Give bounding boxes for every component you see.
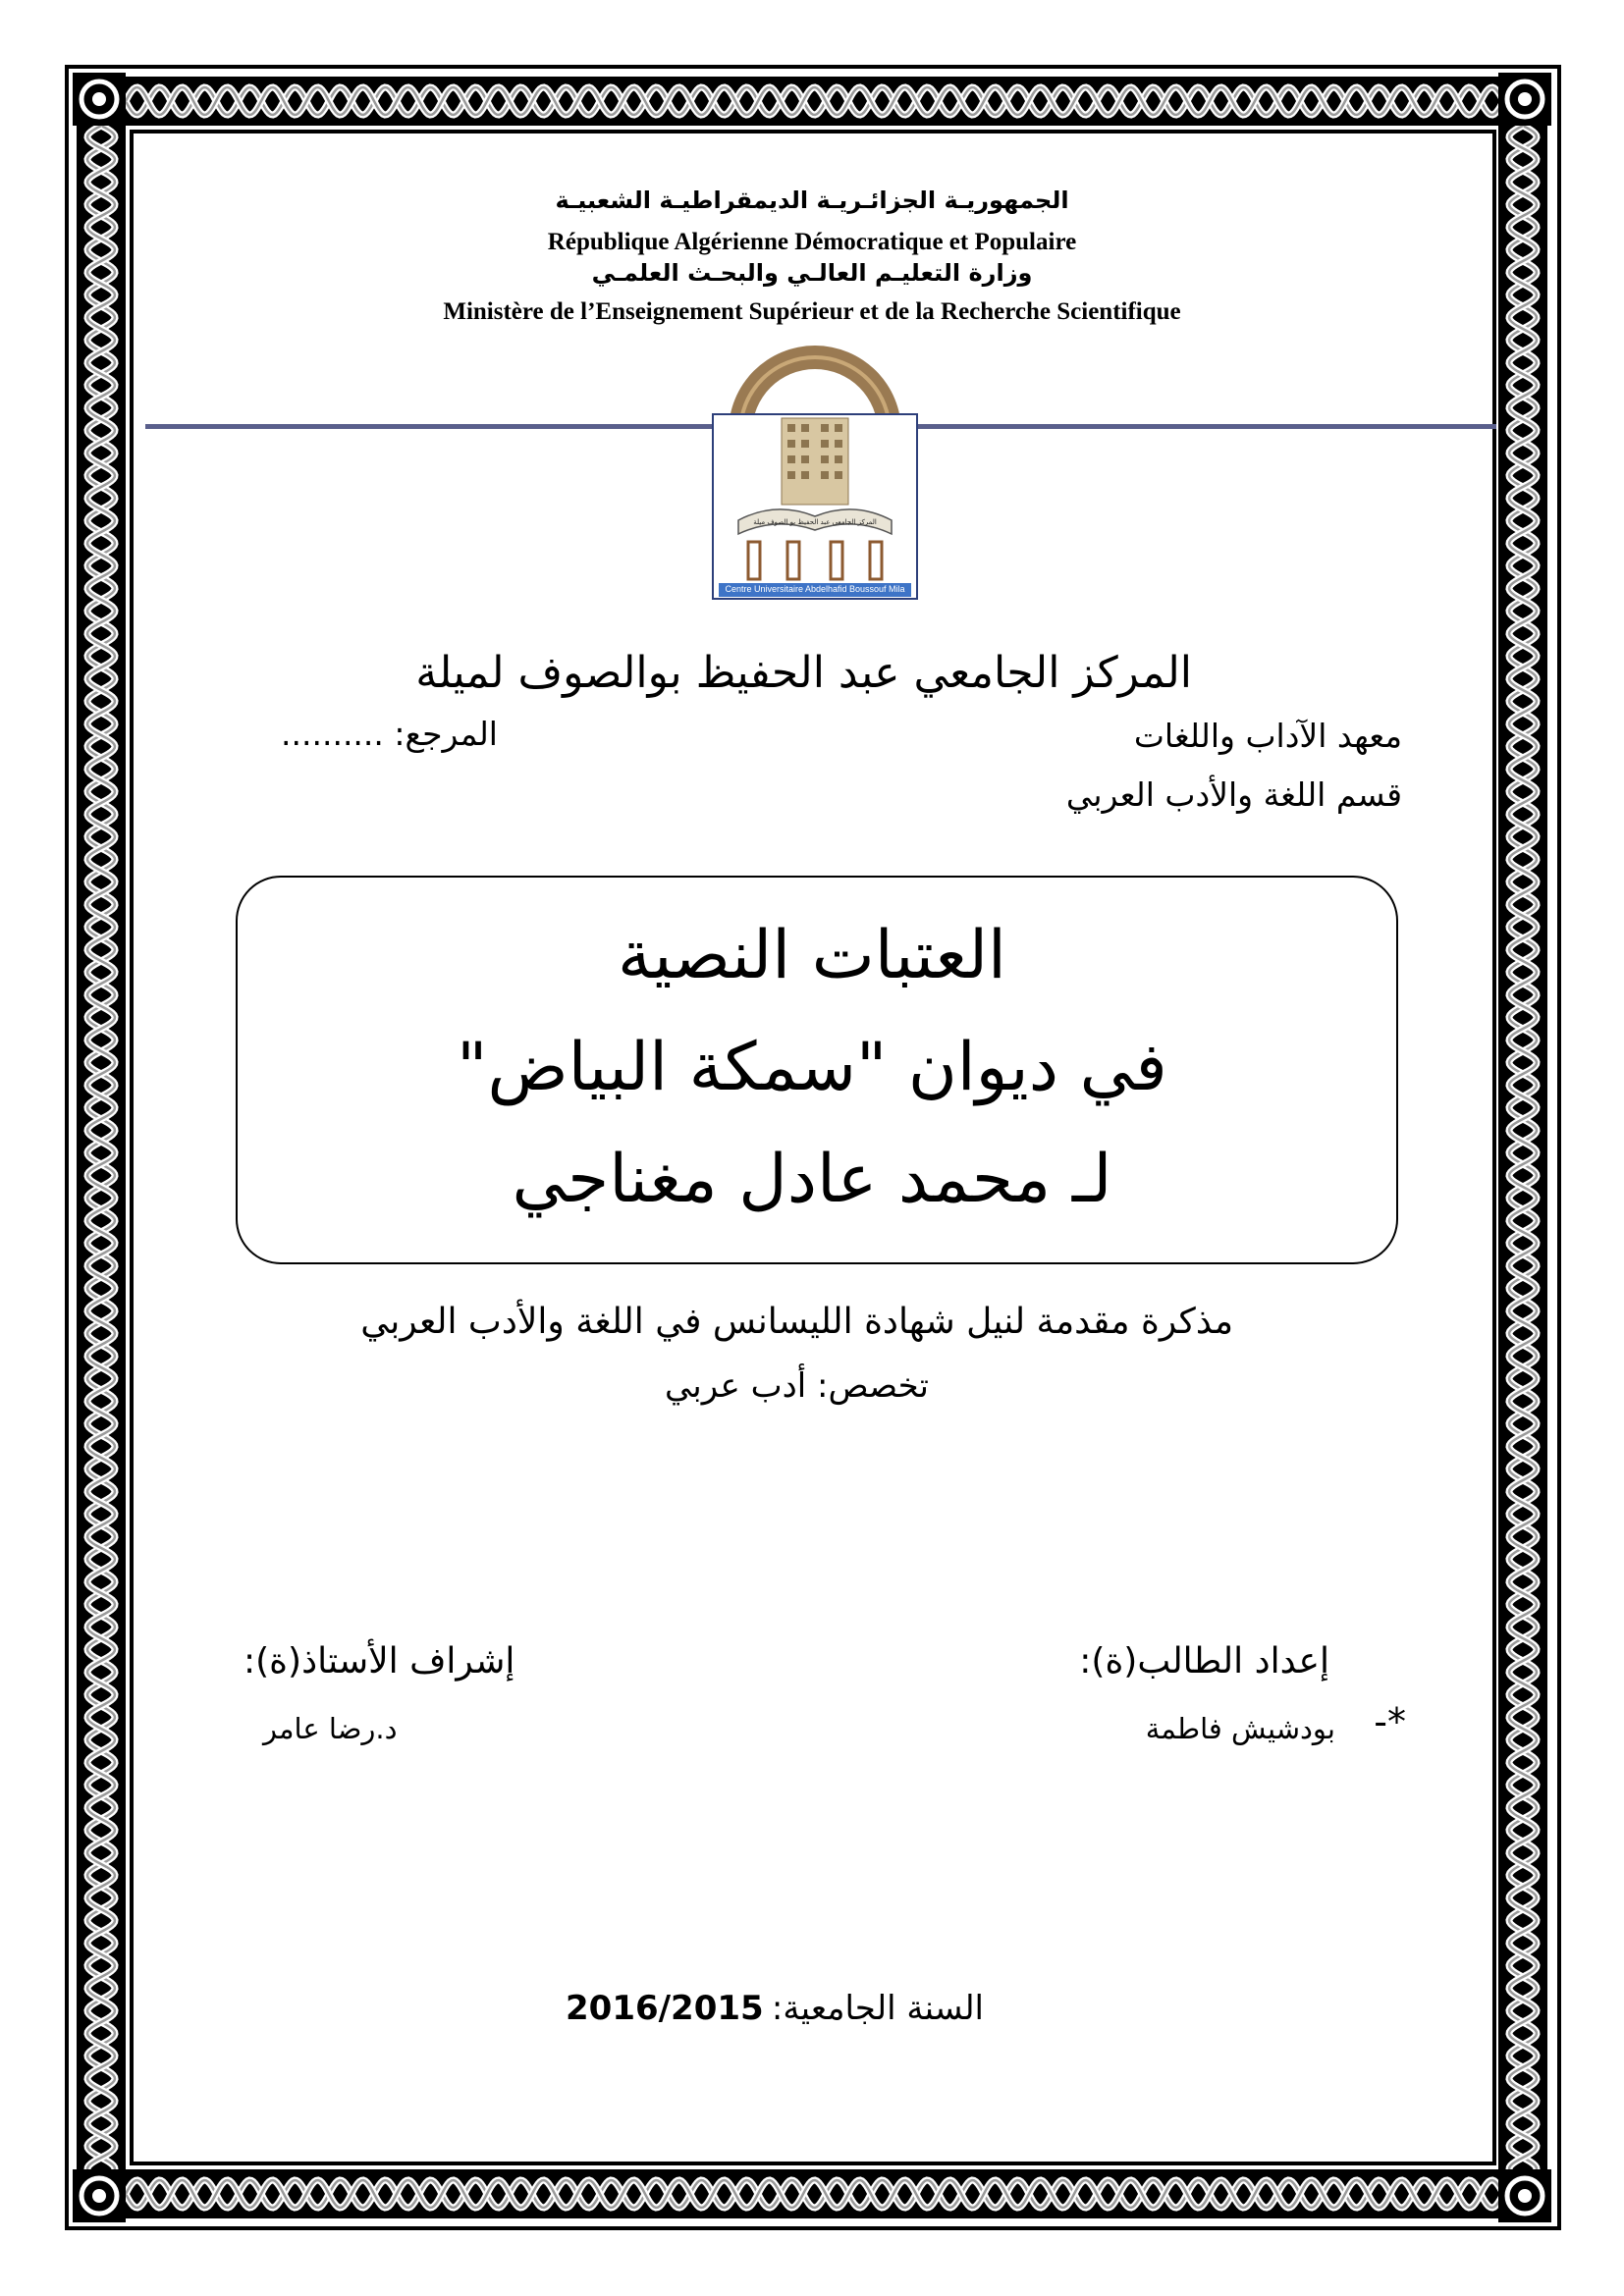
prepared-by-label: إعداد الطالب(ة): (1079, 1641, 1329, 1682)
logo-caption-arabic: المركز الجامعي عبد الحفيظ بو الصوف ميلة (753, 518, 877, 526)
academic-year-value: 2016/2015 (566, 1989, 764, 2028)
country-name-arabic: الجمهوريـة الجزائـريـة الديمقراطيـة الشعبيـة (555, 187, 1069, 214)
thesis-title-line-1: العتبات النصية (618, 917, 1006, 994)
divider-line-right (917, 424, 1496, 429)
divider-line-left (145, 424, 713, 429)
corner-ornament-icon (1498, 2169, 1551, 2222)
academic-year-label: السنة الجامعية: (771, 1989, 984, 2028)
logo-caption-french: Centre Universitaire Abdelhafid Boussouf Mila (725, 584, 905, 594)
border-ornament-top (126, 77, 1498, 126)
institute-name: معهد الآداب واللغات (1133, 717, 1402, 755)
specialty: تخصص: أدب عربي (664, 1366, 929, 1406)
corner-ornament-icon (73, 2169, 126, 2222)
thesis-title-line-2: في ديوان "سمكة البياض" (457, 1029, 1167, 1106)
corner-ornament-icon (73, 73, 126, 126)
reference-field: المرجع: .......... (281, 715, 498, 753)
memo-description: مذكرة مقدمة لنيل شهادة الليسانس في اللغة والأدب العربي (360, 1302, 1233, 1342)
thesis-title-line-3: لـ محمد عادل مغناجي (512, 1141, 1112, 1218)
supervised-by-label: إشراف الأستاذ(ة): (244, 1641, 515, 1682)
supervisor-name: د.رضا عامر (263, 1712, 398, 1745)
bullet-marker: *- (1374, 1700, 1406, 1743)
ministry-name-french: Ministère de l’Enseignement Supérieur et de la Recherche Scientifique (443, 298, 1181, 325)
university-name: المركز الجامعي عبد الحفيظ بوالصوف لميلة (415, 648, 1192, 698)
university-logo (711, 324, 919, 601)
corner-ornament-icon (1498, 73, 1551, 126)
country-name-french: République Algérienne Démocratique et Populaire (547, 229, 1077, 255)
department-name: قسم اللغة والأدب العربي (1065, 775, 1402, 814)
ministry-name-arabic: وزارة التعليـم العالـي والبحـث العلمـي (591, 259, 1033, 287)
border-ornament-bottom (126, 2169, 1498, 2218)
student-name: بودشيش فاطمة (1145, 1712, 1335, 1745)
